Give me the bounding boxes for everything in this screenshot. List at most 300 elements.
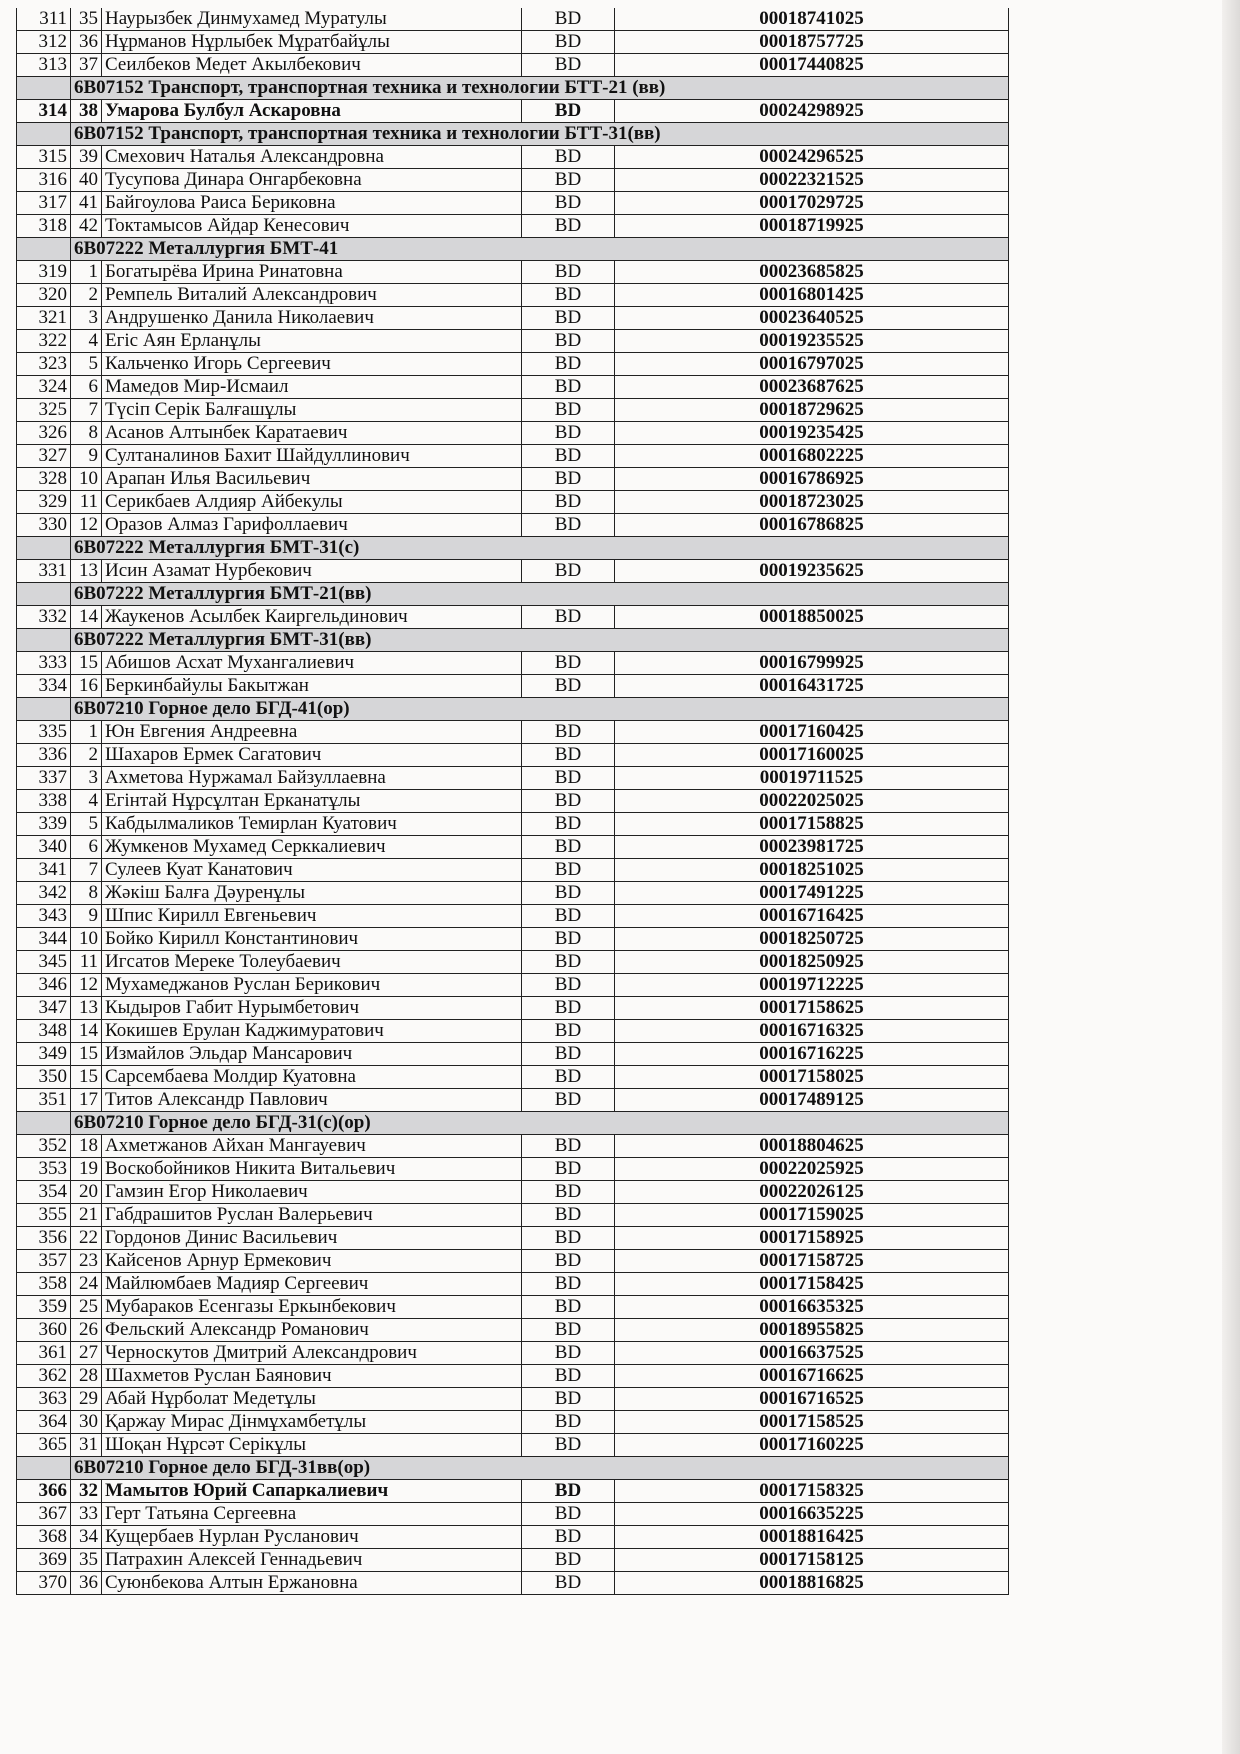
student-name: Жаукенов Асылбек Каиргельдинович — [102, 606, 522, 629]
document-code: 00019235525 — [615, 330, 1009, 353]
row-number: 344 — [17, 928, 71, 951]
row-number: 348 — [17, 1020, 71, 1043]
group-number: 14 — [71, 1020, 102, 1043]
student-row — [17, 1480, 1009, 1503]
document-code: 00016431725 — [615, 675, 1009, 698]
study-level: BD — [522, 560, 615, 583]
study-level: BD — [522, 1480, 615, 1503]
student-name: Майлюмбаев Мадияр Сергеевич — [102, 1273, 522, 1296]
study-level: BD — [522, 859, 615, 882]
student-row — [17, 491, 1009, 514]
row-number: 321 — [17, 307, 71, 330]
study-level: BD — [522, 31, 615, 54]
student-row — [17, 307, 1009, 330]
document-code: 00018804625 — [615, 1135, 1009, 1158]
student-name: Габдрашитов Руслан Валерьевич — [102, 1204, 522, 1227]
section-title: 6В07210 Горное дело БГД-41(ор) — [71, 698, 1009, 721]
group-number: 16 — [71, 675, 102, 698]
group-number: 12 — [71, 974, 102, 997]
student-row — [17, 606, 1009, 629]
row-number: 323 — [17, 353, 71, 376]
section-title: 6В07222 Металлургия БМТ-21(вв) — [71, 583, 1009, 606]
student-row — [17, 1250, 1009, 1273]
study-level: BD — [522, 54, 615, 77]
row-number: 342 — [17, 882, 71, 905]
document-code: 00016716225 — [615, 1043, 1009, 1066]
study-level: BD — [522, 721, 615, 744]
section-title: 6В07152 Транспорт, транспортная техника и технологии БТТ-21 (вв) — [71, 77, 1009, 100]
group-number: 30 — [71, 1411, 102, 1434]
study-level: BD — [522, 1181, 615, 1204]
student-row — [17, 652, 1009, 675]
group-number: 11 — [71, 951, 102, 974]
student-row — [17, 1066, 1009, 1089]
document-code: 00018729625 — [615, 399, 1009, 422]
row-number: 329 — [17, 491, 71, 514]
student-name: Гамзин Егор Николаевич — [102, 1181, 522, 1204]
study-level: BD — [522, 8, 615, 31]
document-code: 00017159025 — [615, 1204, 1009, 1227]
row-number: 312 — [17, 31, 71, 54]
student-name: Шахметов Руслан Баянович — [102, 1365, 522, 1388]
section-blank-cell — [17, 698, 71, 721]
student-name: Сарсембаева Молдир Куатовна — [102, 1066, 522, 1089]
study-level: BD — [522, 1020, 615, 1043]
student-row — [17, 54, 1009, 77]
document-code: 00018719925 — [615, 215, 1009, 238]
study-level: BD — [522, 675, 615, 698]
study-level: BD — [522, 974, 615, 997]
study-level: BD — [522, 284, 615, 307]
row-number: 365 — [17, 1434, 71, 1457]
study-level: BD — [522, 376, 615, 399]
section-blank-cell — [17, 537, 71, 560]
student-row — [17, 1342, 1009, 1365]
student-name: Исин Азамат Нурбекович — [102, 560, 522, 583]
row-number: 359 — [17, 1296, 71, 1319]
study-level: BD — [522, 468, 615, 491]
study-level: BD — [522, 445, 615, 468]
document-code: 00024298925 — [615, 100, 1009, 123]
study-level: BD — [522, 1296, 615, 1319]
document-code: 00016786825 — [615, 514, 1009, 537]
student-row — [17, 560, 1009, 583]
student-row — [17, 1135, 1009, 1158]
student-row — [17, 1526, 1009, 1549]
student-row — [17, 767, 1009, 790]
study-level: BD — [522, 1434, 615, 1457]
document-code: 00017158425 — [615, 1273, 1009, 1296]
group-number: 40 — [71, 169, 102, 192]
section-blank-cell — [17, 238, 71, 261]
group-number: 6 — [71, 376, 102, 399]
group-number: 4 — [71, 330, 102, 353]
row-number: 328 — [17, 468, 71, 491]
study-level: BD — [522, 261, 615, 284]
group-number: 23 — [71, 1250, 102, 1273]
group-number: 15 — [71, 1066, 102, 1089]
group-number: 9 — [71, 445, 102, 468]
student-row — [17, 928, 1009, 951]
student-name: Воскобойников Никита Витальевич — [102, 1158, 522, 1181]
document-code: 00016797025 — [615, 353, 1009, 376]
student-name: Абишов Асхат Мухангалиевич — [102, 652, 522, 675]
section-title: 6В07210 Горное дело БГД-31вв(ор) — [71, 1457, 1009, 1480]
study-level: BD — [522, 422, 615, 445]
document-code: 00022321525 — [615, 169, 1009, 192]
group-number: 11 — [71, 491, 102, 514]
study-level: BD — [522, 1365, 615, 1388]
student-name: Шахаров Ермек Сагатович — [102, 744, 522, 767]
student-name: Суюнбекова Алтын Ержановна — [102, 1572, 522, 1595]
document-code: 00017160025 — [615, 744, 1009, 767]
group-number: 5 — [71, 353, 102, 376]
document-code: 00017158025 — [615, 1066, 1009, 1089]
document-code: 00018757725 — [615, 31, 1009, 54]
document-code: 00017491225 — [615, 882, 1009, 905]
row-number: 345 — [17, 951, 71, 974]
row-number: 366 — [17, 1480, 71, 1503]
group-number: 26 — [71, 1319, 102, 1342]
section-blank-cell — [17, 123, 71, 146]
group-number: 13 — [71, 997, 102, 1020]
student-row — [17, 1503, 1009, 1526]
student-name: Ахметова Нуржамал Байзуллаевна — [102, 767, 522, 790]
row-number: 343 — [17, 905, 71, 928]
student-name: Арапан Илья Васильевич — [102, 468, 522, 491]
section-header-row — [17, 629, 1009, 652]
group-number: 15 — [71, 1043, 102, 1066]
document-code: 00018250725 — [615, 928, 1009, 951]
student-row — [17, 836, 1009, 859]
student-row — [17, 284, 1009, 307]
row-number: 333 — [17, 652, 71, 675]
group-number: 36 — [71, 31, 102, 54]
group-number: 35 — [71, 8, 102, 31]
student-name: Абай Нұрболат Медетұлы — [102, 1388, 522, 1411]
document-code: 00017158125 — [615, 1549, 1009, 1572]
row-number: 335 — [17, 721, 71, 744]
student-row — [17, 353, 1009, 376]
student-name: Султаналинов Бахит Шайдуллинович — [102, 445, 522, 468]
student-name: Ремпель Виталий Александрович — [102, 284, 522, 307]
student-name: Фельский Александр Романович — [102, 1319, 522, 1342]
row-number: 351 — [17, 1089, 71, 1112]
study-level: BD — [522, 1158, 615, 1181]
section-blank-cell — [17, 1112, 71, 1135]
row-number: 369 — [17, 1549, 71, 1572]
student-name: Мухамеджанов Руслан Берикович — [102, 974, 522, 997]
student-row — [17, 468, 1009, 491]
group-number: 31 — [71, 1434, 102, 1457]
document-code: 00016716425 — [615, 905, 1009, 928]
document-code: 00018816825 — [615, 1572, 1009, 1595]
document-code: 00022025025 — [615, 790, 1009, 813]
student-name: Сулеев Куат Канатович — [102, 859, 522, 882]
group-number: 33 — [71, 1503, 102, 1526]
student-name: Умарова Булбул Аскаровна — [102, 100, 522, 123]
document-code: 00018723025 — [615, 491, 1009, 514]
group-number: 8 — [71, 882, 102, 905]
student-row — [17, 1319, 1009, 1342]
section-header-row — [17, 77, 1009, 100]
student-row — [17, 215, 1009, 238]
student-row — [17, 192, 1009, 215]
student-name: Кокишев Ерулан Каджимуратович — [102, 1020, 522, 1043]
group-number: 6 — [71, 836, 102, 859]
row-number: 325 — [17, 399, 71, 422]
document-code: 00017158325 — [615, 1480, 1009, 1503]
row-number: 336 — [17, 744, 71, 767]
document-code: 00018955825 — [615, 1319, 1009, 1342]
row-number: 317 — [17, 192, 71, 215]
document-code: 00018250925 — [615, 951, 1009, 974]
study-level: BD — [522, 652, 615, 675]
student-name: Түсіп Серік Балғашұлы — [102, 399, 522, 422]
student-row — [17, 675, 1009, 698]
student-name: Байгоулова Раиса Бериковна — [102, 192, 522, 215]
study-level: BD — [522, 928, 615, 951]
document-code: 00018741025 — [615, 8, 1009, 31]
study-level: BD — [522, 1319, 615, 1342]
student-name: Жәкіш Балға Дәуренұлы — [102, 882, 522, 905]
study-level: BD — [522, 399, 615, 422]
row-number: 311 — [17, 8, 71, 31]
section-title: 6В07222 Металлургия БМТ-31(с) — [71, 537, 1009, 560]
student-row — [17, 261, 1009, 284]
study-level: BD — [522, 330, 615, 353]
student-row — [17, 1365, 1009, 1388]
student-row — [17, 790, 1009, 813]
student-row — [17, 330, 1009, 353]
group-number: 14 — [71, 606, 102, 629]
section-header-row — [17, 537, 1009, 560]
student-row — [17, 882, 1009, 905]
group-number: 22 — [71, 1227, 102, 1250]
study-level: BD — [522, 1572, 615, 1595]
student-name: Жумкенов Мухамед Серккалиевич — [102, 836, 522, 859]
student-name: Наурызбек Динмухамед Муратулы — [102, 8, 522, 31]
study-level: BD — [522, 215, 615, 238]
row-number: 347 — [17, 997, 71, 1020]
student-list-table — [16, 8, 1009, 1595]
row-number: 316 — [17, 169, 71, 192]
student-row — [17, 813, 1009, 836]
study-level: BD — [522, 100, 615, 123]
study-level: BD — [522, 1503, 615, 1526]
group-number: 34 — [71, 1526, 102, 1549]
row-number: 354 — [17, 1181, 71, 1204]
study-level: BD — [522, 1135, 615, 1158]
group-number: 5 — [71, 813, 102, 836]
student-name: Асанов Алтынбек Каратаевич — [102, 422, 522, 445]
row-number: 353 — [17, 1158, 71, 1181]
student-row — [17, 376, 1009, 399]
document-code: 00016802225 — [615, 445, 1009, 468]
study-level: BD — [522, 192, 615, 215]
row-number: 370 — [17, 1572, 71, 1595]
student-row — [17, 1273, 1009, 1296]
row-number: 361 — [17, 1342, 71, 1365]
study-level: BD — [522, 169, 615, 192]
document-code: 00017158725 — [615, 1250, 1009, 1273]
document-code: 00016635225 — [615, 1503, 1009, 1526]
row-number: 362 — [17, 1365, 71, 1388]
section-blank-cell — [17, 583, 71, 606]
document-code: 00016716525 — [615, 1388, 1009, 1411]
student-row — [17, 951, 1009, 974]
study-level: BD — [522, 1250, 615, 1273]
group-number: 42 — [71, 215, 102, 238]
row-number: 315 — [17, 146, 71, 169]
student-name: Андрушенко Данила Николаевич — [102, 307, 522, 330]
student-row — [17, 1204, 1009, 1227]
student-name: Мамытов Юрий Сапаркалиевич — [102, 1480, 522, 1503]
document-code: 00023640525 — [615, 307, 1009, 330]
study-level: BD — [522, 491, 615, 514]
group-number: 27 — [71, 1342, 102, 1365]
study-level: BD — [522, 1342, 615, 1365]
section-header-row — [17, 1457, 1009, 1480]
row-number: 349 — [17, 1043, 71, 1066]
row-number: 337 — [17, 767, 71, 790]
group-number: 12 — [71, 514, 102, 537]
document-code: 00016637525 — [615, 1342, 1009, 1365]
study-level: BD — [522, 1043, 615, 1066]
row-number: 314 — [17, 100, 71, 123]
study-level: BD — [522, 790, 615, 813]
student-name: Кайсенов Арнур Ермекович — [102, 1250, 522, 1273]
group-number: 9 — [71, 905, 102, 928]
group-number: 25 — [71, 1296, 102, 1319]
study-level: BD — [522, 1549, 615, 1572]
row-number: 360 — [17, 1319, 71, 1342]
student-name: Кальченко Игорь Сергеевич — [102, 353, 522, 376]
group-number: 7 — [71, 399, 102, 422]
study-level: BD — [522, 744, 615, 767]
student-row — [17, 146, 1009, 169]
group-number: 35 — [71, 1549, 102, 1572]
document-code: 00017158825 — [615, 813, 1009, 836]
study-level: BD — [522, 1204, 615, 1227]
group-number: 8 — [71, 422, 102, 445]
document-code: 00018816425 — [615, 1526, 1009, 1549]
student-name: Герт Татьяна Сергеевна — [102, 1503, 522, 1526]
group-number: 37 — [71, 54, 102, 77]
student-row — [17, 1181, 1009, 1204]
student-name: Юн Евгения Андреевна — [102, 721, 522, 744]
document-code: 00016635325 — [615, 1296, 1009, 1319]
section-title: 6В07152 Транспорт, транспортная техника и технологии БТТ-31(вв) — [71, 123, 1009, 146]
section-header-row — [17, 583, 1009, 606]
group-number: 17 — [71, 1089, 102, 1112]
study-level: BD — [522, 1066, 615, 1089]
student-row — [17, 1020, 1009, 1043]
study-level: BD — [522, 146, 615, 169]
section-blank-cell — [17, 77, 71, 100]
document-code: 00024296525 — [615, 146, 1009, 169]
study-level: BD — [522, 1089, 615, 1112]
student-row — [17, 422, 1009, 445]
document-code: 00018251025 — [615, 859, 1009, 882]
student-name: Серикбаев Алдияр Айбекулы — [102, 491, 522, 514]
student-row — [17, 169, 1009, 192]
student-row — [17, 1434, 1009, 1457]
row-number: 320 — [17, 284, 71, 307]
student-name: Смехович Наталья Александровна — [102, 146, 522, 169]
student-name: Сеилбеков Медет Акылбекович — [102, 54, 522, 77]
study-level: BD — [522, 353, 615, 376]
student-name: Қаржау Мирас Дінмұхамбетұлы — [102, 1411, 522, 1434]
row-number: 313 — [17, 54, 71, 77]
student-name: Кыдыров Габит Нурымбетович — [102, 997, 522, 1020]
group-number: 24 — [71, 1273, 102, 1296]
study-level: BD — [522, 813, 615, 836]
row-number: 364 — [17, 1411, 71, 1434]
document-code: 00017489125 — [615, 1089, 1009, 1112]
study-level: BD — [522, 1273, 615, 1296]
student-name: Измайлов Эльдар Мансарович — [102, 1043, 522, 1066]
document-code: 00016716325 — [615, 1020, 1009, 1043]
student-row — [17, 1043, 1009, 1066]
group-number: 10 — [71, 468, 102, 491]
row-number: 367 — [17, 1503, 71, 1526]
group-number: 38 — [71, 100, 102, 123]
study-level: BD — [522, 307, 615, 330]
row-number: 322 — [17, 330, 71, 353]
group-number: 19 — [71, 1158, 102, 1181]
student-row — [17, 1089, 1009, 1112]
student-name: Токтамысов Айдар Кенесович — [102, 215, 522, 238]
student-row — [17, 744, 1009, 767]
group-number: 41 — [71, 192, 102, 215]
section-header-row — [17, 238, 1009, 261]
document-code: 00022025925 — [615, 1158, 1009, 1181]
student-name: Гордонов Динис Васильевич — [102, 1227, 522, 1250]
document-code: 00017158925 — [615, 1227, 1009, 1250]
student-row — [17, 721, 1009, 744]
student-name: Черноскутов Дмитрий Александрович — [102, 1342, 522, 1365]
document-code: 00018850025 — [615, 606, 1009, 629]
group-number: 2 — [71, 744, 102, 767]
group-number: 15 — [71, 652, 102, 675]
student-name: Ахметжанов Айхан Мангауевич — [102, 1135, 522, 1158]
row-number: 338 — [17, 790, 71, 813]
group-number: 21 — [71, 1204, 102, 1227]
group-number: 2 — [71, 284, 102, 307]
group-number: 32 — [71, 1480, 102, 1503]
section-blank-cell — [17, 629, 71, 652]
row-number: 358 — [17, 1273, 71, 1296]
student-list-body — [17, 8, 1009, 1595]
row-number: 326 — [17, 422, 71, 445]
student-name: Беркинбайулы Бакытжан — [102, 675, 522, 698]
study-level: BD — [522, 905, 615, 928]
student-row — [17, 1549, 1009, 1572]
row-number: 346 — [17, 974, 71, 997]
section-blank-cell — [17, 1457, 71, 1480]
document-code: 00016801425 — [615, 284, 1009, 307]
group-number: 1 — [71, 721, 102, 744]
document-code: 00023981725 — [615, 836, 1009, 859]
document-code: 00023685825 — [615, 261, 1009, 284]
section-title: 6В07210 Горное дело БГД-31(с)(ор) — [71, 1112, 1009, 1135]
document-code: 00017158525 — [615, 1411, 1009, 1434]
row-number: 357 — [17, 1250, 71, 1273]
study-level: BD — [522, 1411, 615, 1434]
student-row — [17, 1227, 1009, 1250]
student-row — [17, 399, 1009, 422]
